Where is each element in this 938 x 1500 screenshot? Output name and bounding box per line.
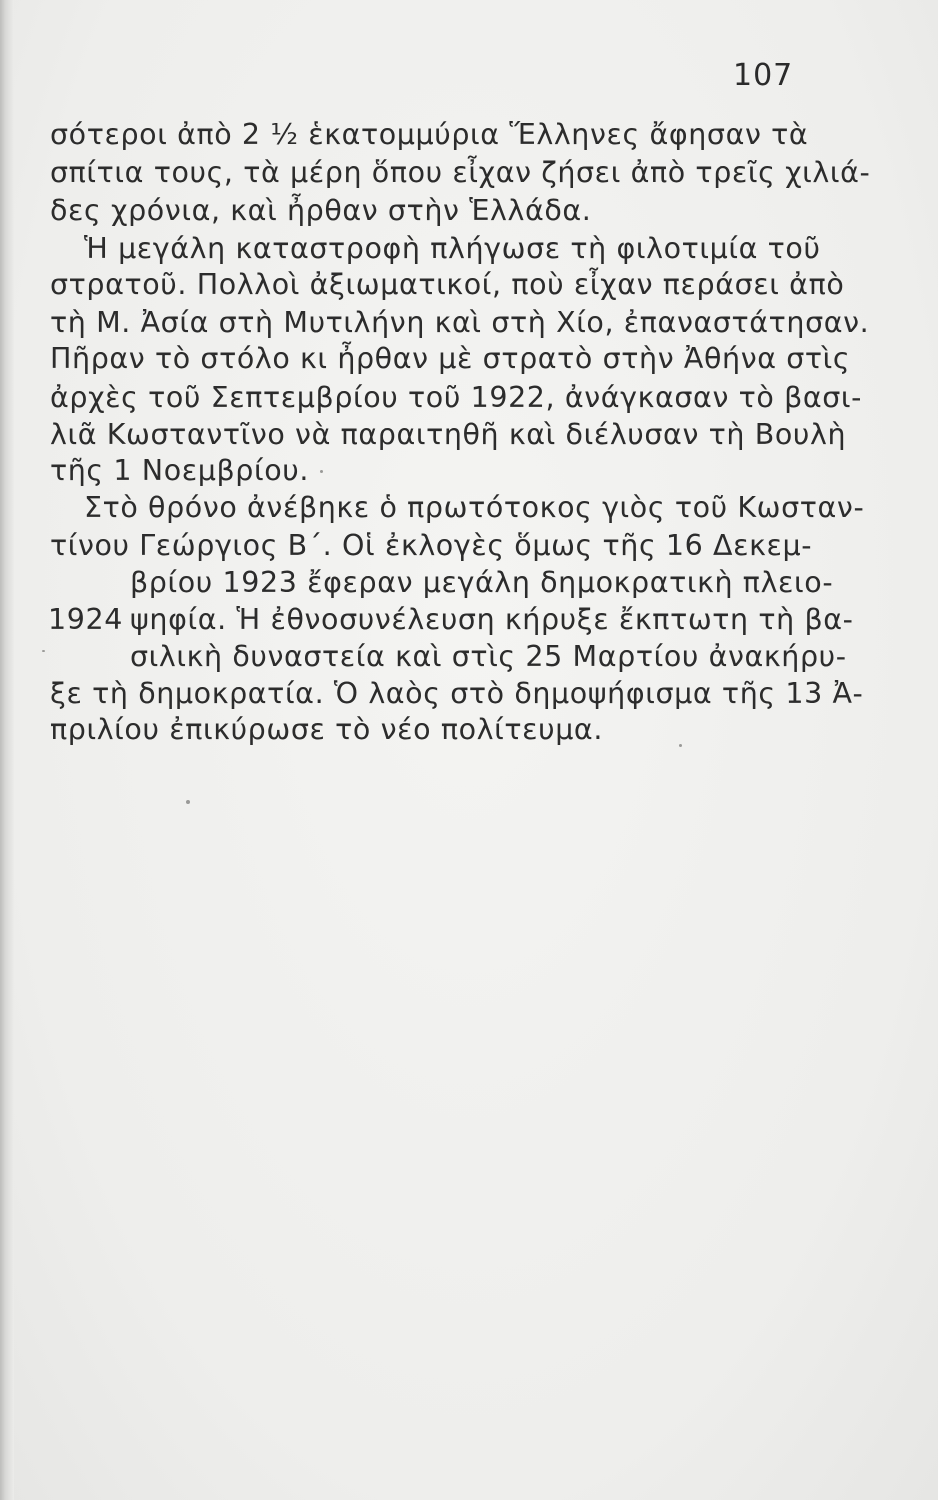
paper-speck xyxy=(186,800,190,804)
text-line: στρατοῦ. Πολλοὶ ἀξιωματικοί, ποὺ εἶχαν περάσει ἀπὸ xyxy=(50,268,845,301)
text-line: ξε τὴ δημοκρατία. Ὁ λαὸς στὸ δημοψήφισμα τῆς 13 Ἀ- xyxy=(50,677,864,710)
text-line: τίνου Γεώργιος Β΄. Οἱ ἐκλογὲς ὅμως τῆς 16 Δεκεμ- xyxy=(50,529,813,562)
text-line: βρίου 1923 ἔφεραν μεγάλη δημοκρατικὴ πλειο- xyxy=(130,566,834,599)
text-line: σπίτια τους, τὰ μέρη ὅπου εἶχαν ζήσει ἀπὸ τρεῖς χιλιά- xyxy=(50,156,871,189)
paper-speck xyxy=(679,744,682,747)
text-line: Πῆραν τὸ στόλο κι ἦρθαν μὲ στρατὸ στὴν Ἀθήνα στὶς xyxy=(50,342,851,375)
text-line: Στὸ θρόνο ἀνέβηκε ὁ πρωτότοκος γιὸς τοῦ Κωσταν- xyxy=(84,491,865,524)
text-line: λιᾶ Κωσταντῖνο νὰ παραιτηθῆ καὶ διέλυσαν τὴ Βουλὴ xyxy=(50,418,847,451)
text-line: ψηφία. Ἡ ἐθνοσυνέλευση κήρυξε ἔκπτωτη τὴ βα- xyxy=(130,603,854,636)
text-line: σότεροι ἀπὸ 2 ½ ἑκατομμύρια Ἕλληνες ἄφησαν τὰ xyxy=(50,118,809,151)
text-line: Ἡ μεγάλη καταστροφὴ πλήγωσε τὴ φιλοτιμία τοῦ xyxy=(84,232,821,265)
paper-speck xyxy=(42,650,45,652)
margin-year-note: 1924 xyxy=(48,603,123,636)
text-line: ἀρχὲς τοῦ Σεπτεμβρίου τοῦ 1922, ἀνάγκασαν τὸ βασι- xyxy=(50,381,863,414)
paper-speck xyxy=(320,470,323,473)
text-line: σιλικὴ δυναστεία καὶ στὶς 25 Μαρτίου ἀνακήρυ- xyxy=(130,640,847,673)
page-number: 107 xyxy=(733,58,794,93)
text-line: τὴ Μ. Ἀσία στὴ Μυτιλήνη καὶ στὴ Χίο, ἐπαναστάτησαν. xyxy=(50,306,870,339)
text-line: τῆς 1 Νοεμβρίου. xyxy=(50,454,310,487)
text-line: πριλίου ἐπικύρωσε τὸ νέο πολίτευμα. xyxy=(50,713,603,746)
page-binding-edge xyxy=(0,0,14,1500)
text-line: δες χρόνια, καὶ ἦρθαν στὴν Ἑλλάδα. xyxy=(50,194,592,227)
